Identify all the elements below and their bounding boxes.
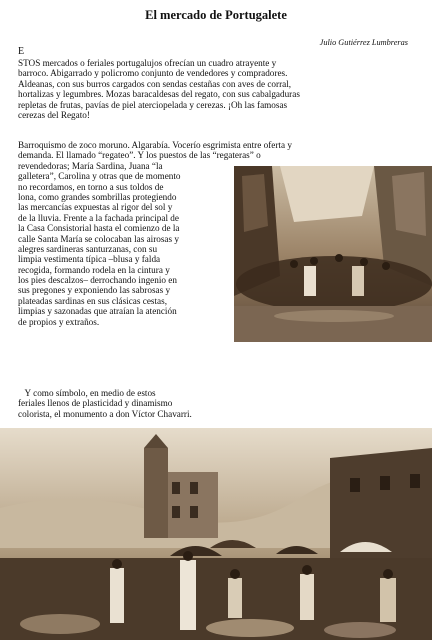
text-line: la Casa Consistorial hasta el comienzo de la <box>18 223 180 234</box>
text-line: las mercancías expuestas al rigor del sol y <box>18 202 173 213</box>
article-author: Julio Gutiérrez Lumbreras <box>319 38 408 47</box>
text-line: limpias y sazonadas que atraían la atención <box>18 306 177 317</box>
text-line: de propios y extraños. <box>18 316 100 327</box>
market-square-photo <box>0 428 432 640</box>
text-line: Barroquismo de zoco moruno. Algarabía. Vocerío esgrimista entre oferta y <box>18 140 292 150</box>
text-line: hortalizas y legumbres. Mozas baracaldesas del regato, con sus cabalgaduras <box>18 89 300 100</box>
text-line: calle Santa María se colocaban las airosas y <box>18 233 179 244</box>
text-line: repletas de frutas, pavías de piel aterciopelada y cerezas. ¡Oh las famosas <box>18 99 288 110</box>
text-line: lona, como grandes sombrillas protegiendo <box>18 191 177 202</box>
text-line: revendedoras; María Sardina, Juana “la <box>18 160 163 171</box>
text-line: no recordamos, en torno a sus toldos de <box>18 181 164 192</box>
text-line: cerezas del Regato! <box>18 109 90 120</box>
text-line: colorista, el monumento a don Víctor Chavarri. <box>18 408 192 419</box>
market-street-photo-drawing <box>234 166 432 342</box>
text-line: limpia vestimenta típica –blusa y falda <box>18 254 161 265</box>
text-line: feriales llenos de plasticidad y dinamismo <box>18 398 173 409</box>
text-line: de la lluvia. Frente a la fachada principal de <box>18 212 179 223</box>
market-square-photo-drawing <box>0 428 432 640</box>
text-line: los pies descalzos– derrochando ingenio en <box>18 275 177 286</box>
text-line: galletera”, Carolina y otras que de momento <box>18 171 181 182</box>
text-line: Y como símbolo, en medio de estos <box>18 388 156 398</box>
text-line: STOS mercados o feriales portugalujos ofrecían un cuadro atrayente y <box>18 58 277 68</box>
text-line: barroco. Abigarrado y policromo conjunto de vendedores y compradores. <box>18 68 288 79</box>
paragraph-3 <box>18 388 192 419</box>
text-line: demanda. El llamado “regateo”. Y los puestos de las “regateras” o <box>18 150 261 161</box>
text-line: alegres sardineras santurzanas, con su <box>18 243 158 254</box>
drop-cap: E <box>18 46 25 57</box>
paragraph-1 <box>18 58 300 120</box>
text-line: plateadas sardinas en sus clásicas cestas, <box>18 295 167 306</box>
text-line: Aldeanas, con sus burros cargados con sendas cestañas con aves de corral, <box>18 78 292 89</box>
market-street-photo <box>234 166 432 342</box>
text-line: recogida, formando rodela en la cintura y <box>18 264 170 275</box>
text-line: sus pregones y exponiendo las sabrosas y <box>18 285 171 296</box>
article-title: El mercado de Portugalete <box>145 8 287 22</box>
